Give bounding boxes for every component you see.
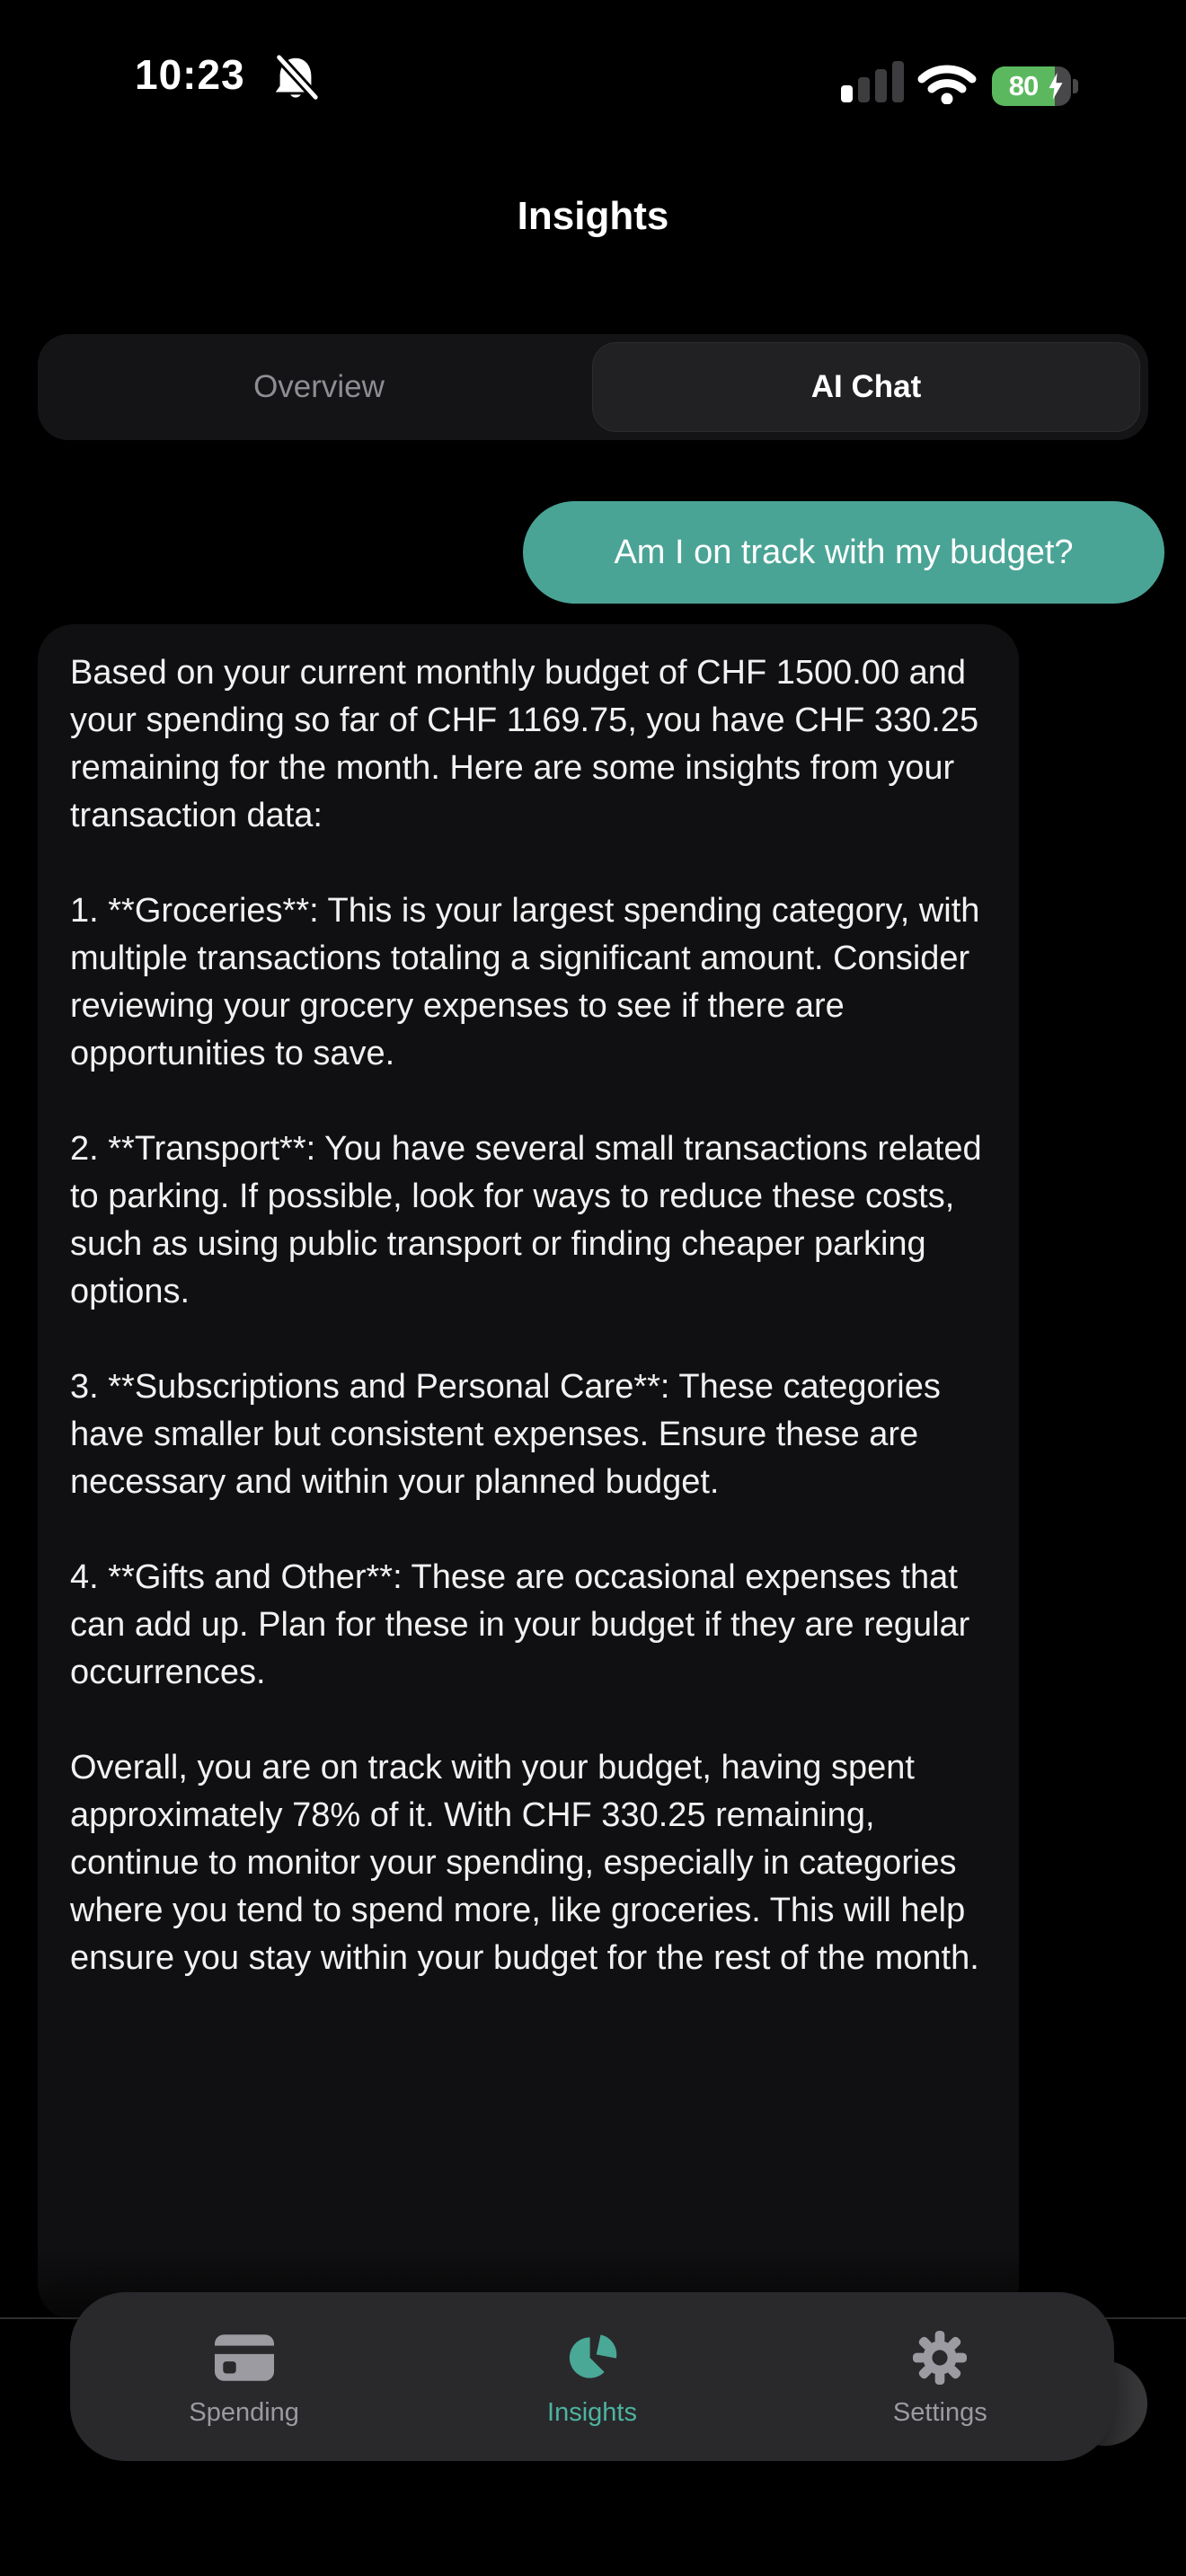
nav-tab-label: Spending xyxy=(189,2397,299,2427)
user-message-bubble xyxy=(523,501,1164,604)
bottom-tab-bar xyxy=(70,2292,1114,2461)
page-title: Insights xyxy=(517,194,669,238)
ai-message-paragraph: Overall, you are on track with your budget, having spent approximately 78% of it. With CHF 330.25 remaining, continue to monitor your spending, especially in categories where you tend to spend more, like groceries. This will help ensure you stay within your budget for the rest of the month. xyxy=(70,1749,979,1977)
tab-overview[interactable]: Overview xyxy=(253,369,385,404)
cellular-signal-icon xyxy=(841,59,904,104)
ai-message-paragraph: 3. **Subscriptions and Personal Care**: These categories have smaller but consistent expenses. Ensure these are necessary and within your planned budget. xyxy=(70,1368,941,1501)
ai-message-paragraph: 2. **Transport**: You have several small transactions related to parking. If possible, look for ways to reduce these costs, such as using public transport or finding cheaper parking options. xyxy=(70,1130,982,1310)
ai-message-bubble xyxy=(38,624,1019,2320)
lightning-bolt-icon xyxy=(1046,73,1066,100)
segmented-control xyxy=(38,334,1148,440)
ai-message-paragraph: 4. **Gifts and Other**: These are occasional expenses that can add up. Plan for these in your budget if they are regular occurrences. xyxy=(70,1558,970,1691)
battery-percent: 80 xyxy=(1008,70,1039,101)
nav-tab-insights[interactable] xyxy=(418,2292,766,2461)
status-time: 10:23 xyxy=(135,51,245,98)
tab-ai-chat[interactable]: AI Chat xyxy=(592,342,1140,432)
nav-tab-label: Settings xyxy=(892,2397,987,2427)
ai-message-paragraph: 1. **Groceries**: This is your largest spending category, with multiple transactions totaling a significant amount. Consider reviewing your grocery expenses to see if there are opportunities to save. xyxy=(70,892,980,1072)
pie-chart-icon xyxy=(562,2332,622,2384)
bell-slash-icon xyxy=(270,54,322,104)
credit-card-icon xyxy=(215,2332,274,2384)
nav-tab-label: Insights xyxy=(547,2397,637,2427)
nav-tab-spending[interactable] xyxy=(70,2292,418,2461)
nav-tab-settings[interactable] xyxy=(766,2292,1114,2461)
ai-message-paragraph: Based on your current monthly budget of CHF 1500.00 and your spending so far of CHF 1169.75, you have CHF 330.25 remaining for the month. Here are some insights from your transaction data: xyxy=(70,654,979,834)
gear-icon xyxy=(910,2332,969,2384)
wifi-icon xyxy=(916,59,978,104)
battery-charging-icon xyxy=(992,66,1082,106)
user-message-text: Am I on track with my budget? xyxy=(614,533,1074,571)
